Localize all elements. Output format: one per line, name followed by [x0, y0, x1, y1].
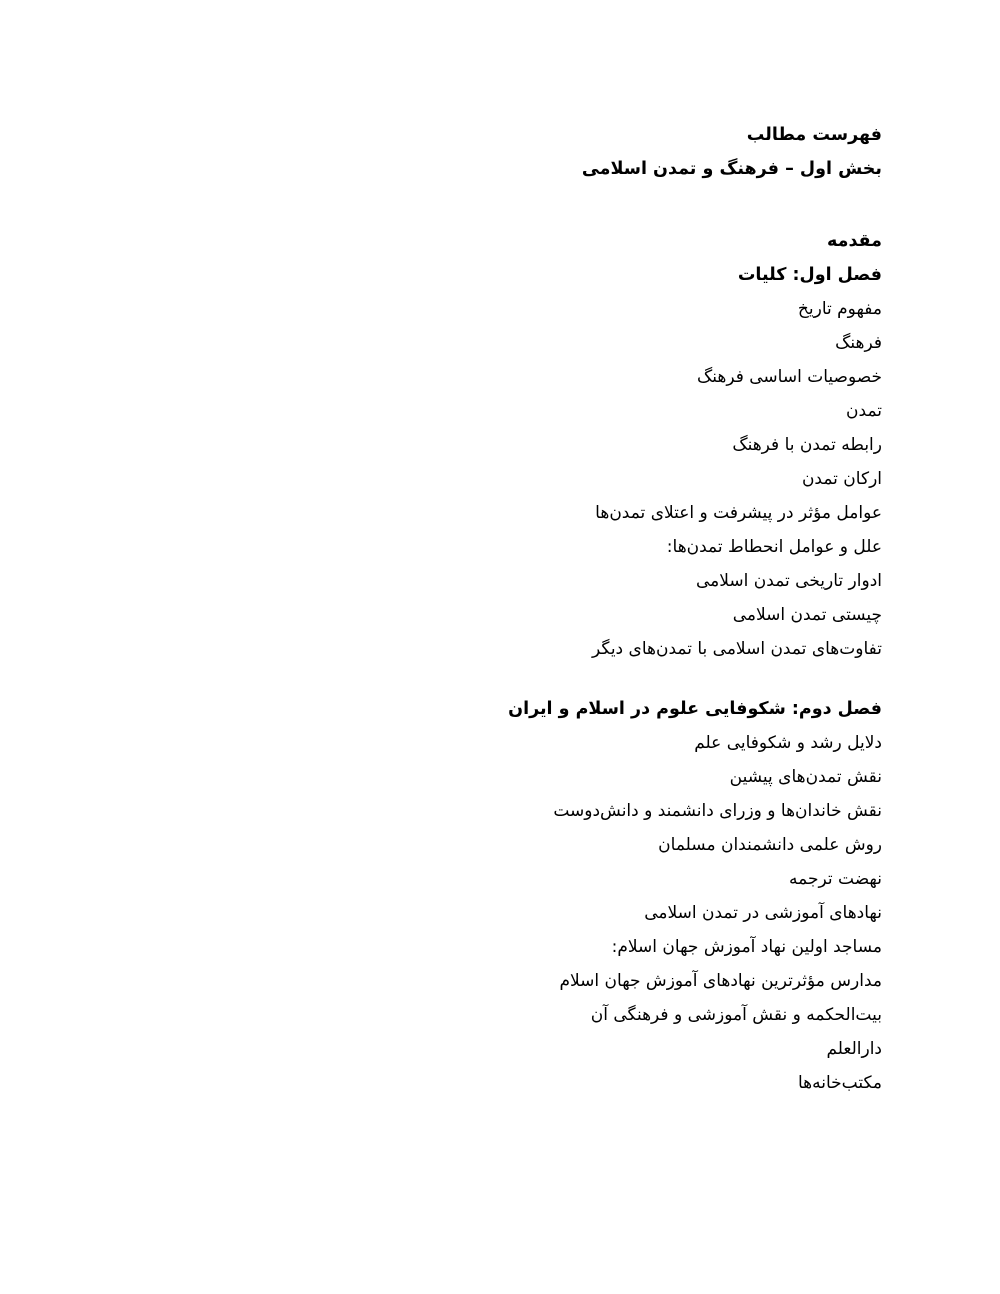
- toc-title: فهرست مطالب: [746, 125, 882, 145]
- toc-entry: عوامل مؤثر در پیشرفت و اعتلای تمدن‌ها: [595, 503, 882, 523]
- intro-heading: مقدمه: [827, 231, 882, 251]
- toc-entry: نهضت ترجمه: [789, 869, 882, 889]
- toc-entry: ادوار تاریخی تمدن اسلامی: [696, 571, 882, 591]
- toc-entry: مفهوم تاریخ: [797, 299, 882, 319]
- spacer: [462, 666, 882, 692]
- toc-entry: علل و عوامل انحطاط تمدن‌ها:: [666, 537, 882, 557]
- chapter-two-list: [462, 726, 882, 1100]
- part-one-heading: بخش اول – فرهنگ و تمدن اسلامی: [581, 159, 882, 179]
- toc-entry: تمدن: [846, 401, 882, 421]
- toc-entry: چیستی تمدن اسلامی: [732, 605, 882, 625]
- toc-entry: دارالعلم: [826, 1039, 882, 1059]
- chapter-two-heading: فصل دوم: شکوفایی علوم در اسلام و ایران: [508, 699, 882, 719]
- toc-entry: خصوصیات اساسی فرهنگ: [697, 367, 882, 387]
- toc-entry: نهادهای آموزشی در تمدن اسلامی: [644, 903, 882, 923]
- table-of-contents: [462, 118, 882, 1100]
- toc-entry: مساجد اولین نهاد آموزش جهان اسلام:: [611, 937, 882, 957]
- toc-entry: بیت‌الحکمه و نقش آموزشی و فرهنگی آن: [590, 1005, 882, 1025]
- toc-entry: نقش تمدن‌های پیشین: [729, 767, 882, 787]
- toc-entry: مدارس مؤثرترین نهادهای آموزش جهان اسلام: [559, 971, 882, 991]
- toc-entry: تفاوت‌های تمدن اسلامی با تمدن‌های دیگر: [592, 639, 882, 659]
- toc-entry: نقش خاندان‌ها و وزرای دانشمند و دانش‌دوست: [553, 801, 882, 821]
- chapter-one-heading: فصل اول: کلیات: [737, 265, 882, 285]
- chapter-one-list: [462, 292, 882, 666]
- toc-entry: مکتب‌خانه‌ها: [798, 1073, 882, 1093]
- toc-entry: رابطه تمدن با فرهنگ: [732, 435, 882, 455]
- toc-entry: فرهنگ: [835, 333, 882, 353]
- toc-entry: ارکان تمدن: [801, 469, 882, 489]
- toc-entry: روش علمی دانشمندان مسلمان: [658, 835, 882, 855]
- toc-entry: دلایل رشد و شکوفایی علم: [694, 733, 882, 753]
- spacer: [462, 186, 882, 224]
